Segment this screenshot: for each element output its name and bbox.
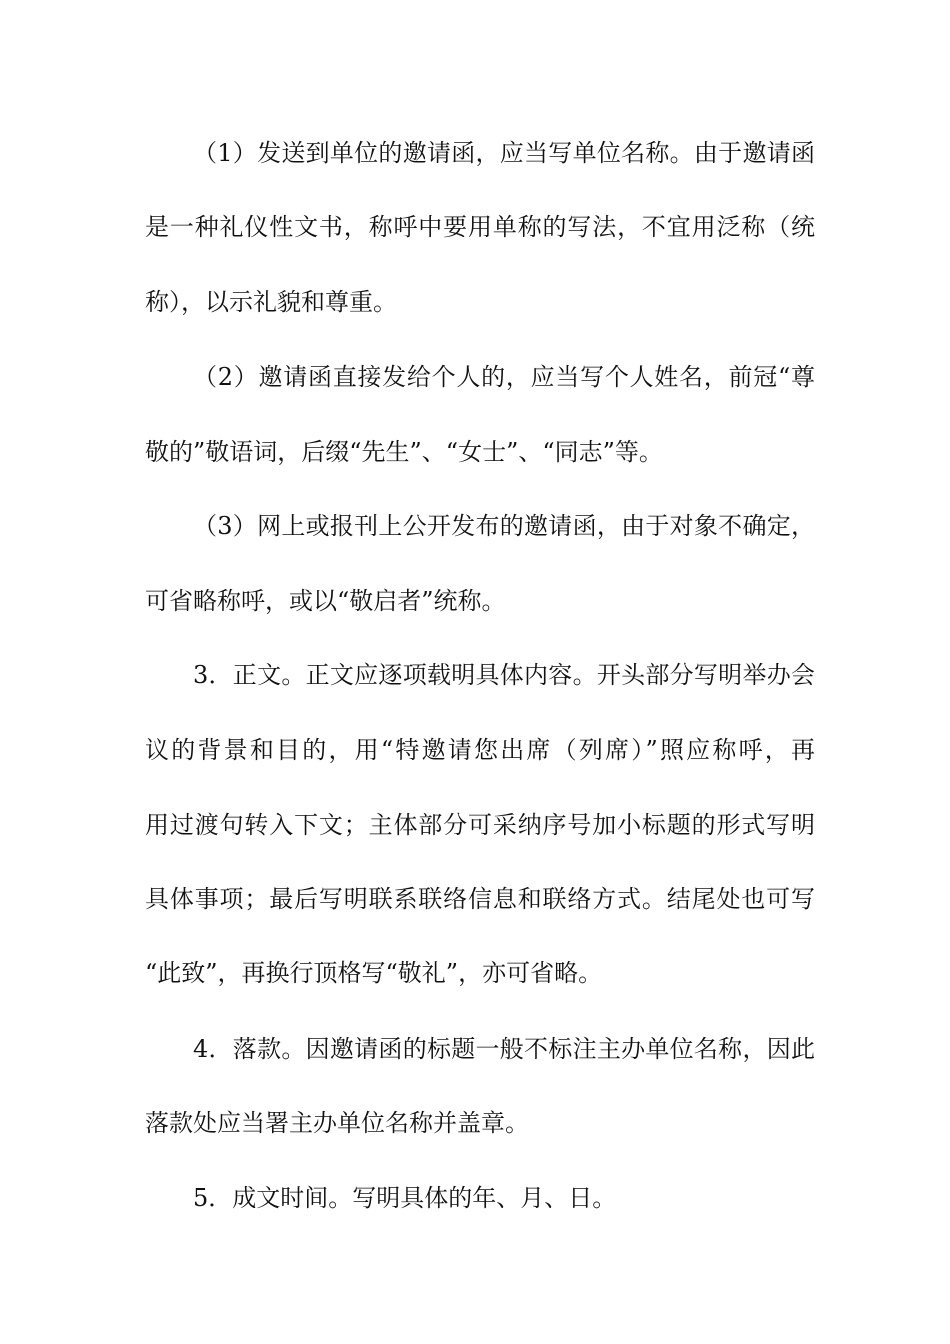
paragraph-1-line-2: 是一种礼仪性文书，称呼中要用单称的写法，不宜用泛称（统 (145, 213, 815, 241)
paragraph-4-line-4: 具体事项；最后写明联系联络信息和联络方式。结尾处也可写 (145, 885, 815, 913)
paragraph-4-line-2: 议的背景和目的，用“特邀请您出席（列席）”照应称呼，再 (145, 736, 815, 764)
paragraph-4-line-3: 用过渡句转入下文；主体部分可采纳序号加小标题的形式写明 (145, 811, 815, 839)
paragraph-4-line-5: “此致”，再换行顶格写“敬礼”，亦可省略。 (145, 959, 603, 987)
paragraph-1-line-3: 称），以示礼貌和尊重。 (145, 288, 397, 316)
paragraph-5-line-2: 落款处应当署主办单位名称并盖章。 (145, 1109, 529, 1137)
paragraph-1-line-1: （1）发送到单位的邀请函，应当写单位名称。由于邀请函 (193, 139, 815, 167)
paragraph-4-line-1: 3．正文。正文应逐项载明具体内容。开头部分写明举办会 (193, 661, 815, 689)
paragraph-2-line-1: （2）邀请函直接发给个人的，应当写个人姓名，前冠“尊 (193, 363, 815, 391)
paragraph-3-line-1: （3）网上或报刊上公开发布的邀请函，由于对象不确定， (193, 512, 815, 540)
paragraph-6-line-1: 5．成文时间。写明具体的年、月、日。 (193, 1184, 617, 1212)
paragraph-3-line-2: 可省略称呼，或以“敬启者”统称。 (145, 587, 506, 615)
paragraph-5-line-1: 4．落款。因邀请函的标题一般不标注主办单位名称，因此 (193, 1035, 815, 1063)
paragraph-2-line-2: 敬的”敬语词，后缀“先生”、“女士”、“同志”等。 (145, 438, 663, 466)
